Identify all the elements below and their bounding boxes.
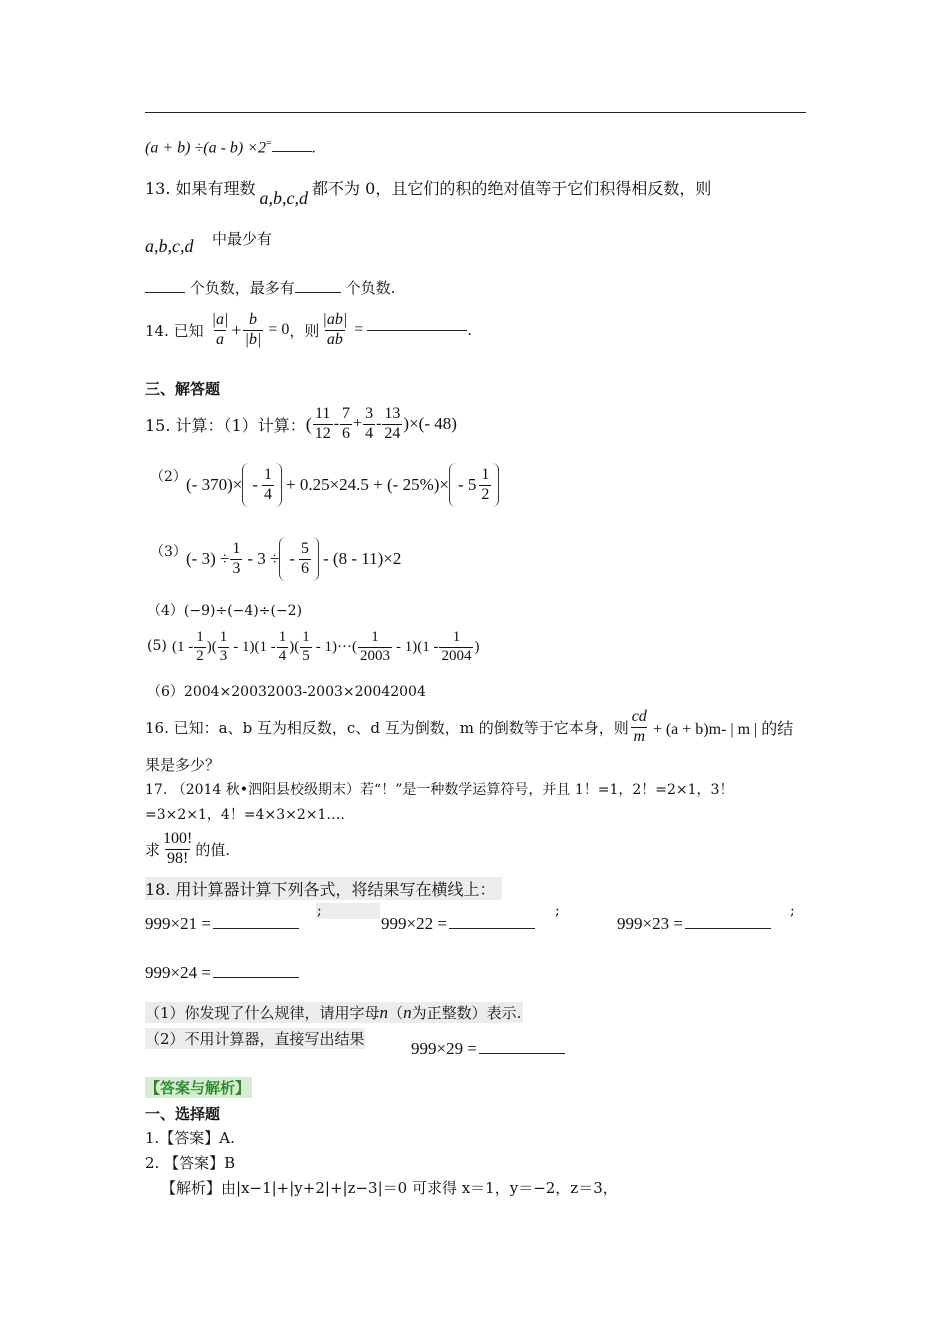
q12-expr-text: (a + b) ÷(a - b) ×2	[145, 139, 267, 157]
q14-frac2: $\frac{b}{|b|}$	[244, 311, 262, 348]
q12-answer-blank[interactable]	[272, 151, 312, 152]
q17-frac: $\frac{100!}{98!}$	[163, 830, 193, 867]
q16-line2: 果是多少？	[145, 756, 221, 774]
q13-line3	[145, 277, 395, 298]
q18-expr1: 999×21 =	[145, 914, 299, 934]
q15-p2-paren-open	[242, 463, 249, 507]
q16-line1	[145, 704, 793, 750]
q17-ask	[145, 826, 230, 872]
q18-expr4: 999×24 =	[145, 963, 299, 983]
q15-lead: 15. 计算：（1）计算：	[145, 415, 306, 435]
q18-sub1: （1）你发现了什么规律，请用字母n（n为正整数）表示.	[145, 1003, 522, 1022]
header-rule	[145, 112, 806, 113]
q18-blank5[interactable]	[479, 1053, 565, 1054]
q15-p2-paren-close	[275, 463, 282, 507]
q13-mid: 都不为 0，且它们的积的绝对值等于它们积得相反数，则	[312, 179, 712, 198]
q15-p3-label: （3）	[150, 544, 187, 560]
answer-1: 1.【答案】A.	[145, 1129, 235, 1147]
q13-vars: a,b,c,d	[259, 188, 309, 208]
q15-part6: （6）2004×20032003-2003×20042004	[147, 684, 426, 700]
q15-p3-frac1: $\frac{1}{3}$	[232, 540, 241, 577]
q18-sep1: ;	[317, 903, 322, 919]
answer-2-note: 【解析】由|x−1|+|y+2|+|z−3|＝0 可求得 x＝1，y＝−2，z＝3，	[161, 1179, 618, 1197]
q14-eq: =	[354, 321, 364, 338]
q13-line1	[145, 176, 712, 208]
q16-expr: + (a + b)m- | m | 的结	[652, 720, 794, 738]
q18-blank2[interactable]	[449, 928, 535, 929]
q18-blank4[interactable]	[213, 977, 299, 978]
q15-p1-frac-d: $\frac{13}{24}$	[384, 405, 401, 442]
q17-ask-label: 求	[145, 840, 161, 859]
q13-line3-a: 个负数，最多有	[189, 279, 295, 297]
q14-lead: 14. 已知	[145, 321, 204, 340]
q15-part5: (1 - $\frac{1}{2}$ )( $\frac{1}{3}$ - 1)(1 - $\frac{1}{4}$ )( $\frac{1}{5}$ - 1)···( $\frac{1}{2003}$ - 1)(1 - $\frac{1}{2004}$ )	[172, 629, 480, 664]
q18-sep3: ;	[790, 903, 795, 919]
q15-part1: 15. 计算：（1）计算： ( $\frac{11}{12}$ - $\frac{7}{6}$ + $\frac{3}{4}$ - $\frac{13}{24}$ )×(- 48)	[145, 405, 457, 442]
q14-then: ，则	[289, 321, 320, 340]
q15-part2: (- 370)× - $\frac{1}{4}$ + 0.25×24.5 + (- 25%)× - 5 $\frac{1}{2}$	[186, 460, 499, 510]
q18-expr3: 999×23 =	[617, 914, 771, 934]
answers-header: 【答案与解析】	[145, 1079, 251, 1097]
q18-sep2: ;	[555, 903, 560, 919]
q17-line2: =3×2×1，4！=4×3×2×1….	[145, 807, 345, 823]
q15-p3-frac2: $\frac{5}{6}$	[301, 540, 309, 577]
q15-p1-frac-b: $\frac{7}{6}$	[342, 405, 351, 442]
q14-frac1: $\frac{|a|}{a}$	[211, 311, 229, 348]
q16-lead: 16. 已知：a、b 互为相反数，c、d 互为倒数，m 的倒数等于它本身，则	[145, 718, 629, 737]
q18-blank1[interactable]	[213, 928, 299, 929]
q15-p3-paren-open	[279, 537, 286, 581]
q14-line	[145, 304, 472, 356]
q13-line3-b: 个负数.	[345, 279, 396, 297]
q18-sub2: （2）不用计算器，直接写出结果	[145, 1030, 365, 1048]
q14-eq0: = 0	[268, 321, 290, 338]
answers-section-1: 一、选择题	[145, 1105, 221, 1123]
q13-lead: 13. 如果有理数	[145, 179, 256, 198]
q15-p3-paren-close	[312, 537, 319, 581]
q14-frac3: $\frac{|ab|}{ab}$	[322, 311, 348, 348]
q13-min-blank[interactable]	[145, 292, 185, 293]
q13-tail: 中最少有	[212, 230, 273, 248]
q12-expression	[145, 138, 316, 157]
q15-p2-frac1: $\frac{1}{4}$	[264, 466, 272, 503]
q17-tail: 的值.	[195, 840, 231, 859]
q15-p2-paren2-close	[492, 463, 499, 507]
q15-part3: (- 3) ÷ $\frac{1}{3}$ - 3 ÷ - $\frac{5}{6}$ - (8 - 11)×2	[186, 534, 401, 584]
q15-p5-label: (5)	[147, 638, 167, 654]
q15-p1-frac-a: $\frac{11}{12}$	[314, 405, 331, 442]
q17-line1: 17. （2014 秋•泗阳县校级期末）若“！”是一种数学运算符号，并且 1！=1，2！=2×1，3！	[145, 782, 734, 798]
q15-p2-label: （2）	[150, 469, 187, 485]
q12-sup: =	[266, 138, 272, 149]
q13-max-blank[interactable]	[295, 292, 341, 293]
q12-end: .	[311, 139, 316, 157]
q18-lead: 18. 用计算器计算下列各式，将结果写在横线上：	[145, 877, 502, 900]
q15-p2-frac2: $\frac{1}{2}$	[481, 466, 490, 503]
q15-p1-frac-c: $\frac{3}{4}$	[365, 405, 374, 442]
q14-answer-blank[interactable]	[367, 330, 467, 331]
answer-2: 2. 【答案】B	[145, 1154, 236, 1172]
q13-vars2: a,b,c,d	[145, 236, 194, 256]
q18-shade	[316, 903, 380, 919]
q18-expr2: 999×22 =	[381, 914, 535, 934]
q18-expr5: 999×29 =	[411, 1039, 565, 1059]
q15-part4: （4）(−9)÷(−4)÷(−2)	[147, 603, 303, 619]
q16-frac: $\frac{cd}{m}$	[631, 708, 647, 745]
q14-end: .	[467, 321, 473, 339]
section-3-title: 三、解答题	[145, 380, 221, 398]
q14-plus: +	[231, 319, 242, 340]
q18-blank3[interactable]	[685, 928, 771, 929]
q15-p2-paren2-open	[449, 463, 456, 507]
